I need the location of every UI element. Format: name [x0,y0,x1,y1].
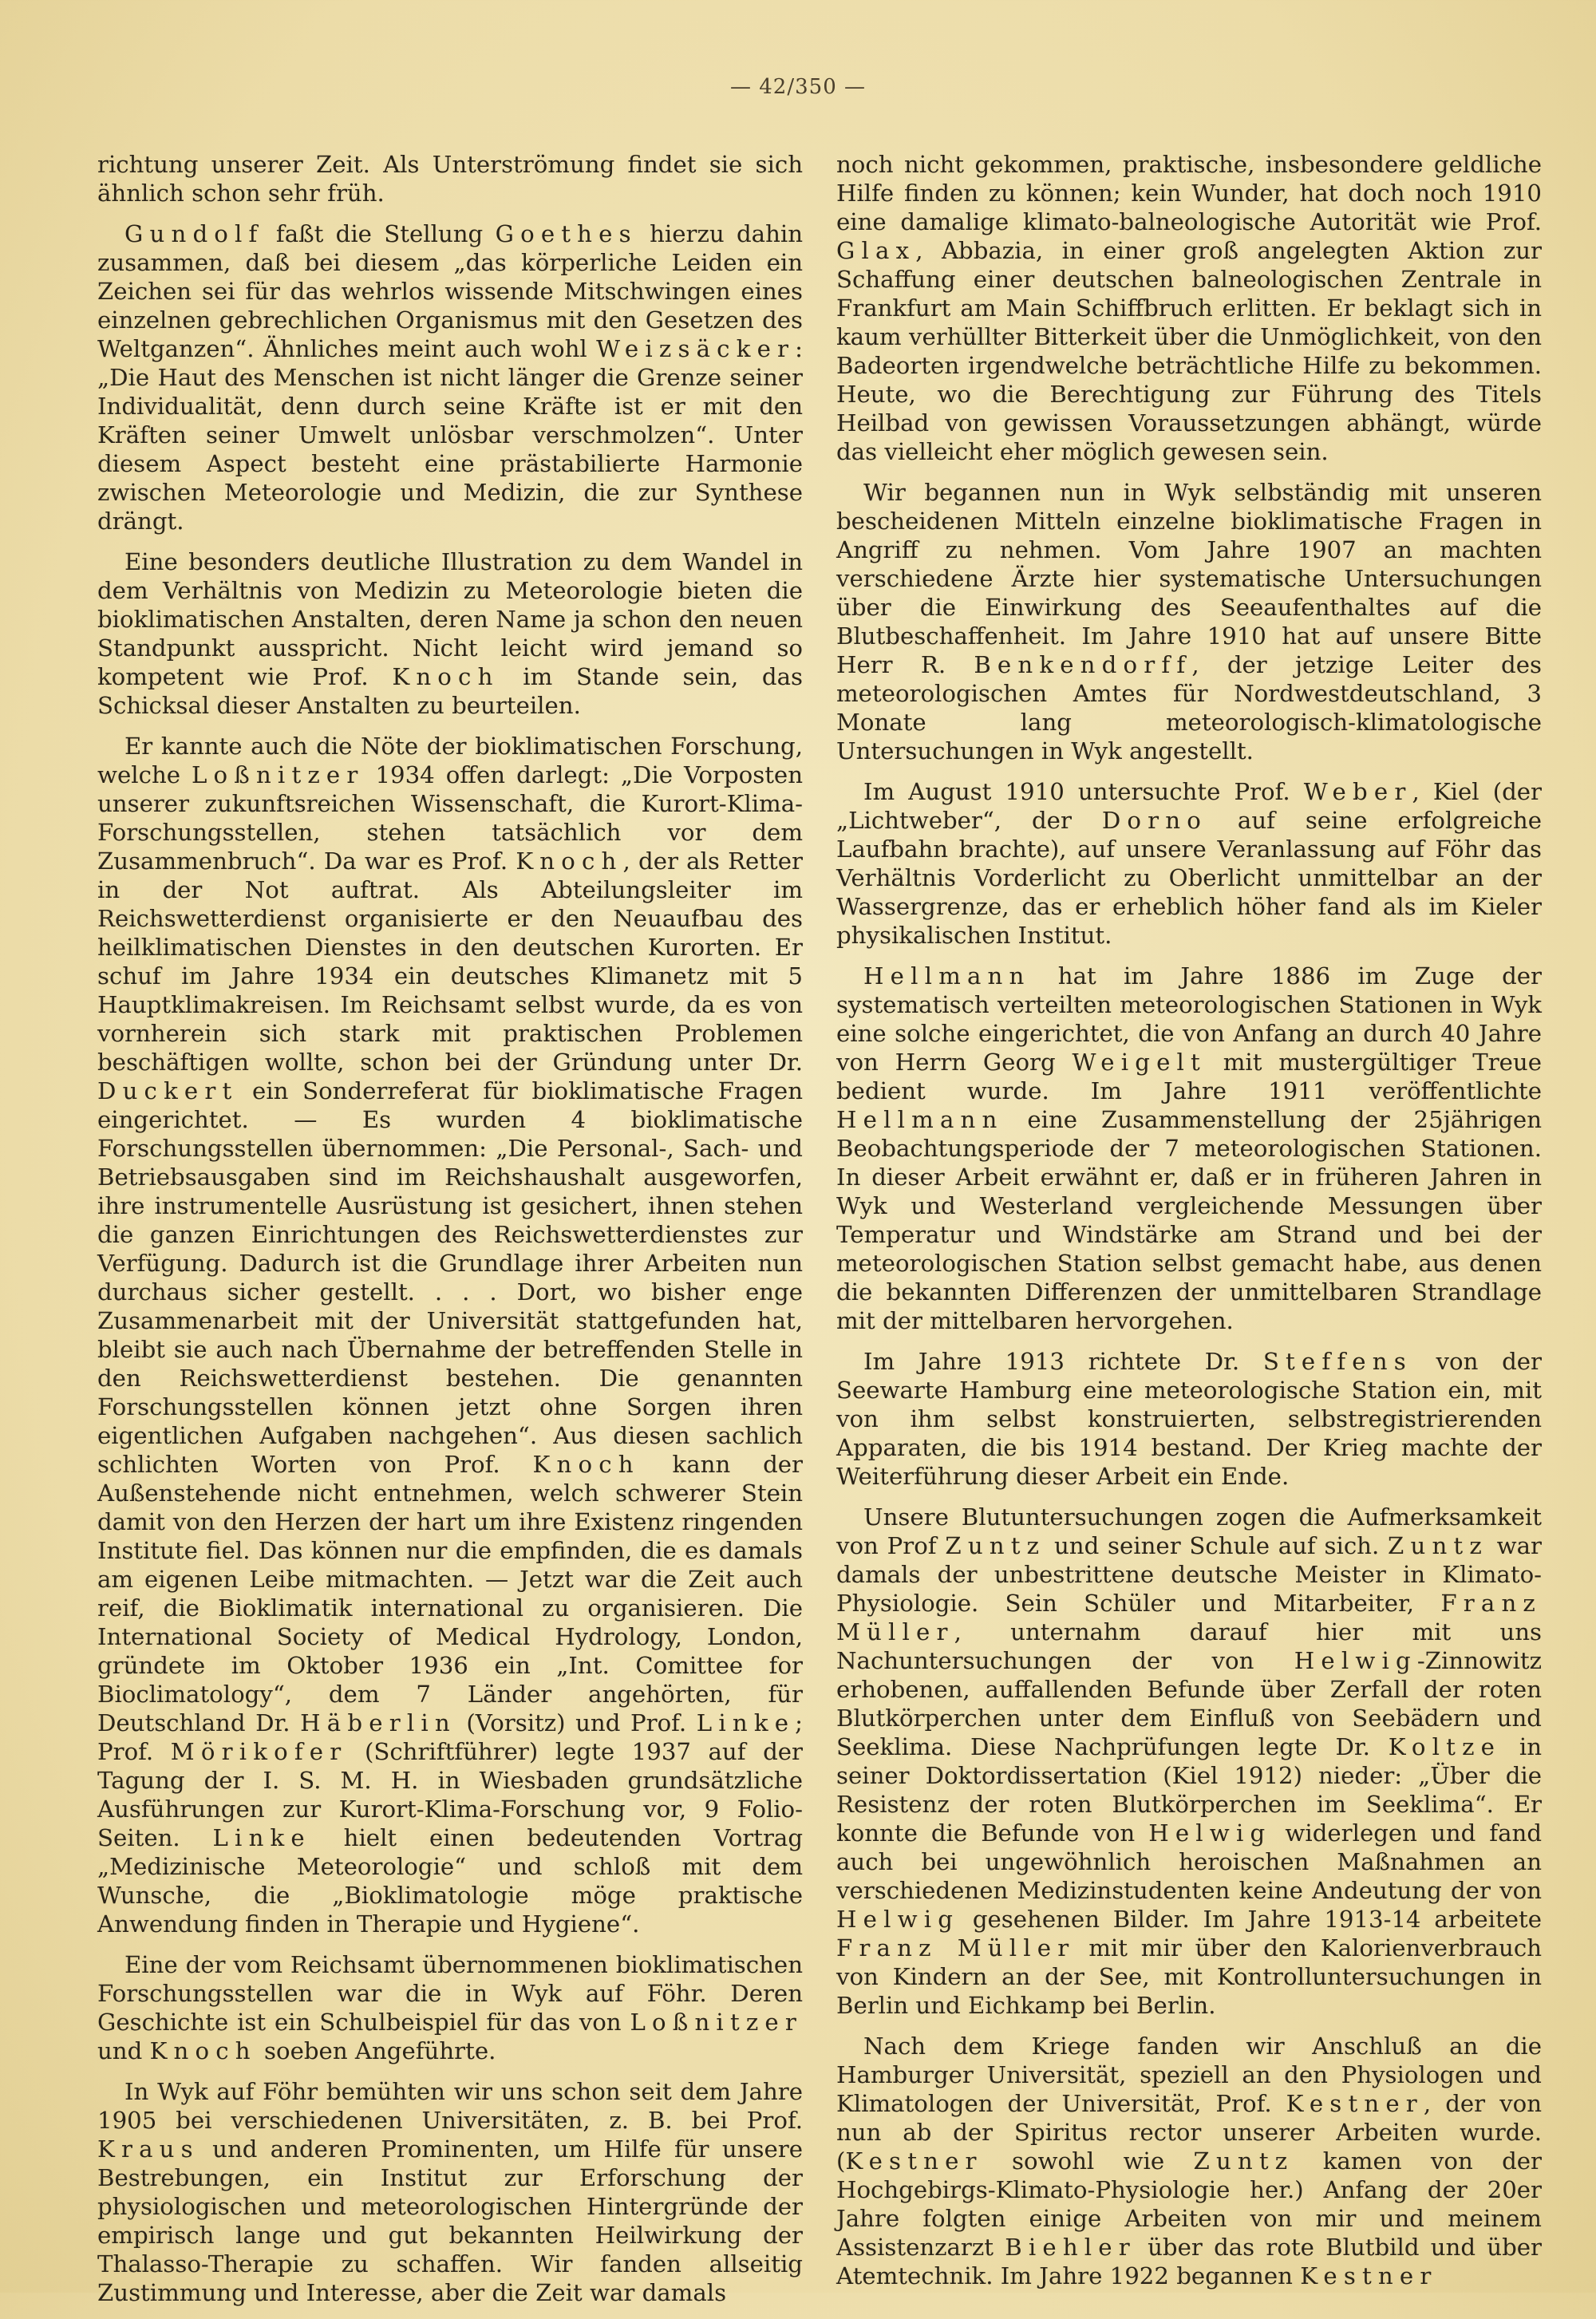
spaced-name: Loßnitzer [630,2009,803,2036]
spaced-name: Kraus [97,2135,200,2163]
spaced-name: Hellmann [863,962,1031,990]
paragraph: Eine besonders deutliche Illustration zu dem Wandel in dem Verhältnis von Medizin zu Meteorologie bieten die bioklimatischen Anstalten, deren Name ja schon den neuen Standpunkt ausspricht. Nicht leicht wird jemand so kompetent wie Prof. Knoch im Stande sein, das Schicksal dieser Anstalten zu beurteilen. [97,548,803,719]
spaced-name: Helwig [1148,1819,1272,1847]
spaced-name: Duckert [97,1077,239,1104]
paragraph: In Wyk auf Föhr bemühten wir uns schon seit dem Jahre 1905 bei verschiedenen Universitäten, z. B. bei Prof. Kraus und anderen Prominenten, um Hilfe für unsere Bestrebungen, ein Institut zur Erforschung der physiologischen und meteorologischen Hintergründe der empirisch lange und gut bekannten Heilwirkung der Thalasso-Therapie zu schaffen. Wir fanden allseitig Zustimmung und Interesse, aber die Zeit war damals [97,2078,803,2306]
spaced-name: Weizsäcker [596,335,796,362]
spaced-name: Kestner [1286,2090,1424,2117]
spaced-name: Gundolf [124,220,264,247]
spaced-name: Linke [212,1824,311,1851]
spaced-name: Weigelt [1072,1049,1207,1076]
paragraph: Unsere Blutuntersuchungen zogen die Aufmerksamkeit von Prof Zuntz und seiner Schule auf sich. Zuntz war damals der unbestrittene deutsche Meister in Klimato-Physiologie. Sein Schüler und Mitarbeiter, Franz Müller, unternahm darauf hier mit uns Nachuntersuchungen der von Helwig-Zinnowitz erhobenen, auffallenden Befunde über Zerfall der roten Blutkörperchen unter dem Einfluß von Seebädern und Seeklima. Diese Nachprüfungen legte Dr. Koltze in seiner Doktordissertation (Kiel 1912) nieder: „Über die Resistenz der roten Blutkörperchen im Seeklima“. Er konnte die Befunde von Helwig widerlegen und fand auch bei ungewöhnlich heroischen Maßnahmen an verschiedenen Medizinstudenten keine Andeutung der von Helwig gesehenen Bilder. Im Jahre 1913-14 arbeitete Franz Müller mit mir über den Kalorienverbrauch von Kindern an der See, mit Kontrolluntersuchungen in Berlin und Eichkamp bei Berlin. [836,1503,1542,2019]
spaced-name: Franz Müller [836,1590,1542,1645]
spaced-name: Zuntz [945,1532,1046,1559]
spaced-name: Koltze [1388,1733,1502,1760]
paragraph: Nach dem Kriege fanden wir Anschluß an die Hamburger Universität, speziell an den Physiologen und Klimatologen der Universität, Prof. Kestner, der von nun ab der Spiritus rector unserer Arbeiten wurde. (Kestner sowohl wie Zuntz kamen von der Hochgebirgs-Klimato-Physiologie her.) Anfang der 20er Jahre folgten einige Arbeiten von mir und meinem Assistenzarzt Biehler über das rote Blutbild und über Atemtechnik. Im Jahre 1922 begannen Kestner [836,2033,1543,2289]
spaced-name: Franz Müller [836,1934,1076,1961]
spaced-name: Linke [696,1709,796,1736]
spaced-name: Loßnitzer [191,761,365,788]
spaced-name: Häberlin [300,1709,456,1736]
spaced-name: Knoch [516,847,623,875]
spaced-name: Benkendorff [974,651,1192,678]
paragraph: Hellmann hat im Jahre 1886 im Zuge der systematisch verteilten meteorologischen Stationen in Wyk eine solche eingerichtet, die von Anfang an durch 40 Jahre von Herrn Georg Weigelt mit mustergültiger Treue bedient wurde. Im Jahre 1911 veröffentlichte Hellmann eine Zusammenstellung der 25jährigen Beobachtungsperiode der 7 meteorologischen Stationen. In dieser Arbeit erwähnt er, daß er in früheren Jahren in Wyk und Westerland vergleichende Messungen über Temperatur und Windstärke am Strand und bei der meteorologischen Station selbst gemacht habe, aus denen die bekannten Differenzen der unmittelbaren Strandlage mit der mittelbaren hervorgehen. [836,962,1542,1334]
paragraph: richtung unserer Zeit. Als Unterströmung findet sie sich ähnlich schon sehr früh. [97,151,803,207]
spaced-name: Mörikofer [170,1738,348,1765]
spaced-name: Biehler [1005,2234,1136,2261]
spaced-name: Zuntz [1193,2147,1294,2175]
left-column [97,150,803,2319]
paragraph: Eine der vom Reichsamt übernommenen bioklimatischen Forschungsstellen war die in Wyk auf Föhr. Deren Geschichte ist ein Schulbeispiel für das von Loßnitzer und Knoch soeben Angeführte. [97,1951,803,2064]
spaced-name: Steffens [1262,1348,1412,1375]
spaced-name: Zuntz [1388,1532,1488,1559]
spaced-name: Kestner [1300,2262,1438,2289]
spaced-name: Goethes [495,220,638,247]
spaced-name: Weber [1303,778,1412,805]
spaced-name: Knoch [149,2037,257,2064]
paragraph: Wir begannen nun in Wyk selbständig mit unseren bescheidenen Mitteln einzelne bioklimatische Fragen in Angriff zu nehmen. Vom Jahre 1907 an machten verschiedene Ärzte hier systematische Untersuchungen über die Einwirkung des Seeaufenthaltes auf die Blutbeschaffenheit. Im Jahre 1910 hat auf unsere Bitte Herr R. Benkendorff, der jetzige Leiter des meteorologischen Amtes für Nordwestdeutschland, 3 Monate lang meteorologisch-klimatologische Untersuchungen in Wyk angestellt. [836,479,1542,764]
paragraph: Gundolf faßt die Stellung Goethes hierzu dahin zusammen, daß bei diesem „das körperliche Leiden ein Zeichen sei für das wehrlos wissende Mitschwingen eines einzelnen gebrechlichen Organismus mit den Gesetzen des Weltganzen“. Ähnliches meint auch wohl Weizsäcker: „Die Haut des Menschen ist nicht länger die Grenze seiner Individualität, denn durch seine Kräfte ist er mit den Kräften seiner Umwelt unlösbar verschmolzen“. Unter diesem Aspect besteht eine prästabilierte Harmonie zwischen Meteorologie und Medizin, die zur Synthese drängt. [97,220,803,535]
spaced-name: Helwig [1294,1647,1417,1674]
paragraph: Im Jahre 1913 richtete Dr. Steffens von der Seewarte Hamburg eine meteorologische Station ein, mit von ihm selbst konstruierten, selbstregistrierenden Apparaten, die bis 1914 bestand. Der Krieg machte der Weiterführung dieser Arbeit ein Ende. [836,1348,1542,1490]
spaced-name: Glax [836,237,916,264]
spaced-name: Helwig [836,1906,960,1933]
paragraph: Im August 1910 untersuchte Prof. Weber, Kiel (der „Lichtweber“, der Dorno auf seine erfolgreiche Laufbahn brachte), auf unsere Veranlassung auf Föhr das Verhältnis Vorderlicht zu Oberlicht unmittelbar an der Wassergrenze, das er erheblich höher fand als im Kieler physikalischen Institut. [836,778,1542,949]
right-column [836,150,1542,2302]
page-number: — 42/350 — [730,75,866,99]
paragraph: Er kannte auch die Nöte der bioklimatischen Forschung, welche Loßnitzer 1934 offen darlegt: „Die Vorposten unserer zukunftsreichen Wissenschaft, die Kurort-Klima-Forschungsstellen, stehen tatsächlich vor dem Zusammenbruch“. Da war es Prof. Knoch, der als Retter in der Not auftrat. Als Abteilungsleiter im Reichswetterdienst organisierte er den Neuaufbau des heilklimatischen Dienstes in den deutschen Kurorten. Er schuf im Jahre 1934 ein deutsches Klimanetz mit 5 Hauptklimakreisen. Im Reichsamt selbst wurde, da es von vornherein sich stark mit praktischen Problemen beschäftigen wollte, schon bei der Gründung unter Dr. Duckert ein Sonderreferat für bioklimatische Fragen eingerichtet. — Es wurden 4 bioklimatische Forschungsstellen übernommen: „Die Personal-, Sach- und Betriebsausgaben sind im Reichshaushalt ausgeworfen, ihre instrumentelle Ausrüstung ist gesichert, ihnen stehen die ganzen Einrichtungen des Reichswetterdienstes zur Verfügung. Dadurch ist die Grundlage ihrer Arbeiten nun durchaus sicher gestellt. . . . Dort, wo bisher enge Zusammenarbeit mit der Universität stattgefunden hat, bleibt sie auch nach Übernahme der betreffenden Stelle in den Reichswetterdienst bestehen. Die genannten Forschungsstellen können jetzt ohne Sorgen ihren eigentlichen Aufgaben nachgehen“. Aus diesen sachlich schlichten Worten von Prof. Knoch kann der Außenstehende nicht entnehmen, welch schwerer Stein damit von den Herzen der hart um ihre Existenz ringenden Institute fiel. Das können nur die empfinden, die es damals am eigenen Leibe mitmachten. — Jetzt war die Zeit auch reif, die Bioklimatik international zu organisieren. Die International Society of Medical Hydrology, London, gründete im Oktober 1936 ein „Int. Comittee for Bioclimatology“, dem 7 Länder angehörten, für Deutschland Dr. Häberlin (Vorsitz) und Prof. Linke; Prof. Mörikofer (Schriftführer) legte 1937 auf der Tagung der I. S. M. H. in Wiesbaden grundsätzliche Ausführungen zur Kurort-Klima-Forschung vor, 9 Folio-Seiten. Linke hielt einen bedeutenden Vortrag „Medizinische Meteorologie“ und schloß mit dem Wunsche, die „Bioklimatologie möge praktische Anwendung finden in Therapie und Hygiene“. [97,733,804,1938]
spaced-name: Hellmann [836,1106,1004,1133]
spaced-name: Knoch [532,1451,640,1478]
spaced-name: Knoch [392,663,500,690]
spaced-name: Dorno [1101,807,1207,834]
spaced-name: Kestner [845,2147,983,2175]
paragraph: noch nicht gekommen, praktische, insbesondere geldliche Hilfe finden zu können; kein Wunder, hat doch noch 1910 eine damalige klimato-balneologische Autorität wie Prof. Glax, Abbazia, in einer groß angelegten Aktion zur Schaffung einer deutschen balneologischen Zentrale in Frankfurt am Main Schiffbruch erlitten. Er beklagt sich in kaum verhüllter Bitterkeit über die Unmöglichkeit, von den Badeorten irgendwelche beträchtliche Hilfe zu bekommen. Heute, wo die Berechtigung zur Führung des Titels Heilbad von gewissen Voraussetzungen abhängt, würde das vielleicht eher möglich gewesen sein. [836,151,1542,465]
